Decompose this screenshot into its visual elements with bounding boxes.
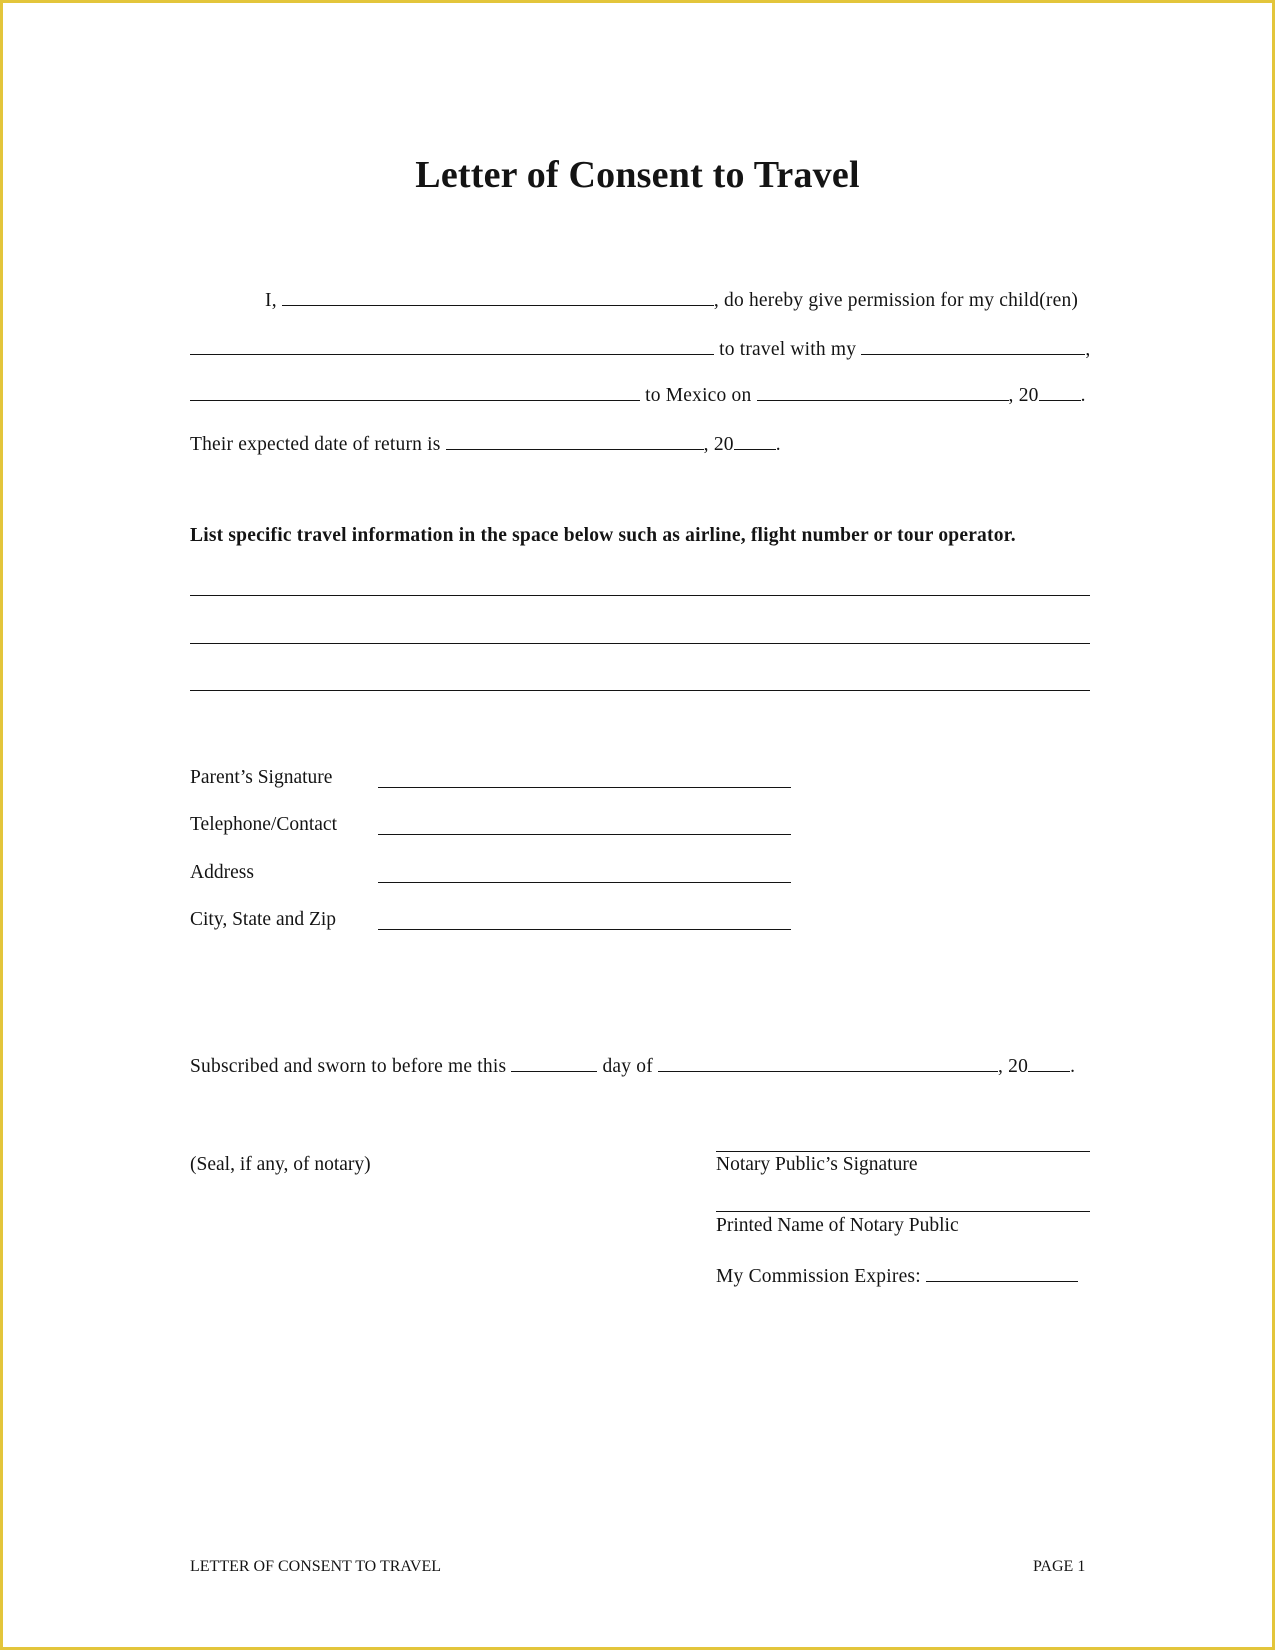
sworn-year: , 20 <box>998 1056 1029 1077</box>
notary-signature-label: Notary Public’s Signature <box>716 1154 918 1175</box>
footer-left: LETTER OF CONSENT TO TRAVEL <box>190 1558 441 1575</box>
address-line[interactable] <box>378 882 791 883</box>
commission-label: My Commission Expires: <box>716 1266 921 1287</box>
travel-info-line-2[interactable] <box>190 643 1090 644</box>
notary-signature-line[interactable] <box>716 1151 1090 1152</box>
notary-seal-label: (Seal, if any, of notary) <box>190 1154 371 1175</box>
line-4-end: . <box>775 434 781 455</box>
line-3-mid: to Mexico on <box>645 385 752 406</box>
line-2-mid: to travel with my <box>719 339 857 360</box>
sworn-end: . <box>1070 1056 1076 1077</box>
line-4-prefix: Their expected date of return is <box>190 434 441 455</box>
line-3-end: . <box>1080 385 1086 406</box>
sworn-line <box>190 1053 1075 1078</box>
consent-line-1 <box>265 287 1078 312</box>
commission-line <box>716 1263 1078 1288</box>
departure-year-blank[interactable] <box>1039 382 1081 401</box>
line-3-year: , 20 <box>1008 385 1039 406</box>
consent-line-3 <box>190 382 1086 407</box>
sworn-day-of: day of <box>602 1056 653 1077</box>
travel-info-heading: List specific travel information in the space below such as airline, flight number or tour operator. <box>190 525 1016 546</box>
page-title: Letter of Consent to Travel <box>415 154 860 196</box>
line-2-end: , <box>1085 339 1091 360</box>
departure-date-blank[interactable] <box>757 382 1009 401</box>
travel-info-line-3[interactable] <box>190 690 1090 691</box>
sworn-day-blank[interactable] <box>511 1053 597 1072</box>
footer-page-number: PAGE 1 <box>1033 1558 1086 1575</box>
sworn-year-blank[interactable] <box>1028 1053 1070 1072</box>
companion-blank[interactable] <box>861 336 1085 355</box>
travel-info-line-1[interactable] <box>190 595 1090 596</box>
parent-signature-line[interactable] <box>378 787 791 788</box>
return-date-blank[interactable] <box>446 431 704 450</box>
telephone-line[interactable] <box>378 834 791 835</box>
parent-signature-label: Parent’s Signature <box>190 767 333 788</box>
commission-expiry-blank[interactable] <box>926 1263 1078 1282</box>
sworn-month-blank[interactable] <box>658 1053 998 1072</box>
consent-line-2 <box>190 336 1090 361</box>
notary-printed-name-label: Printed Name of Notary Public <box>716 1215 959 1236</box>
city-state-zip-label: City, State and Zip <box>190 909 337 930</box>
consent-line-4 <box>190 431 781 456</box>
return-year-blank[interactable] <box>734 431 776 450</box>
line-1-suffix: , do hereby give permission for my child(ren) <box>713 290 1079 311</box>
line-1-prefix: I, <box>265 290 277 311</box>
address-label: Address <box>190 862 254 883</box>
line-4-year: , 20 <box>703 434 734 455</box>
sworn-prefix: Subscribed and sworn to before me this <box>190 1056 507 1077</box>
city-state-zip-line[interactable] <box>378 929 791 930</box>
telephone-label: Telephone/Contact <box>190 814 338 835</box>
notary-printed-name-line[interactable] <box>716 1211 1090 1212</box>
companion-name-blank[interactable] <box>190 382 640 401</box>
children-names-blank[interactable] <box>190 336 714 355</box>
parent-name-blank[interactable] <box>282 287 714 306</box>
